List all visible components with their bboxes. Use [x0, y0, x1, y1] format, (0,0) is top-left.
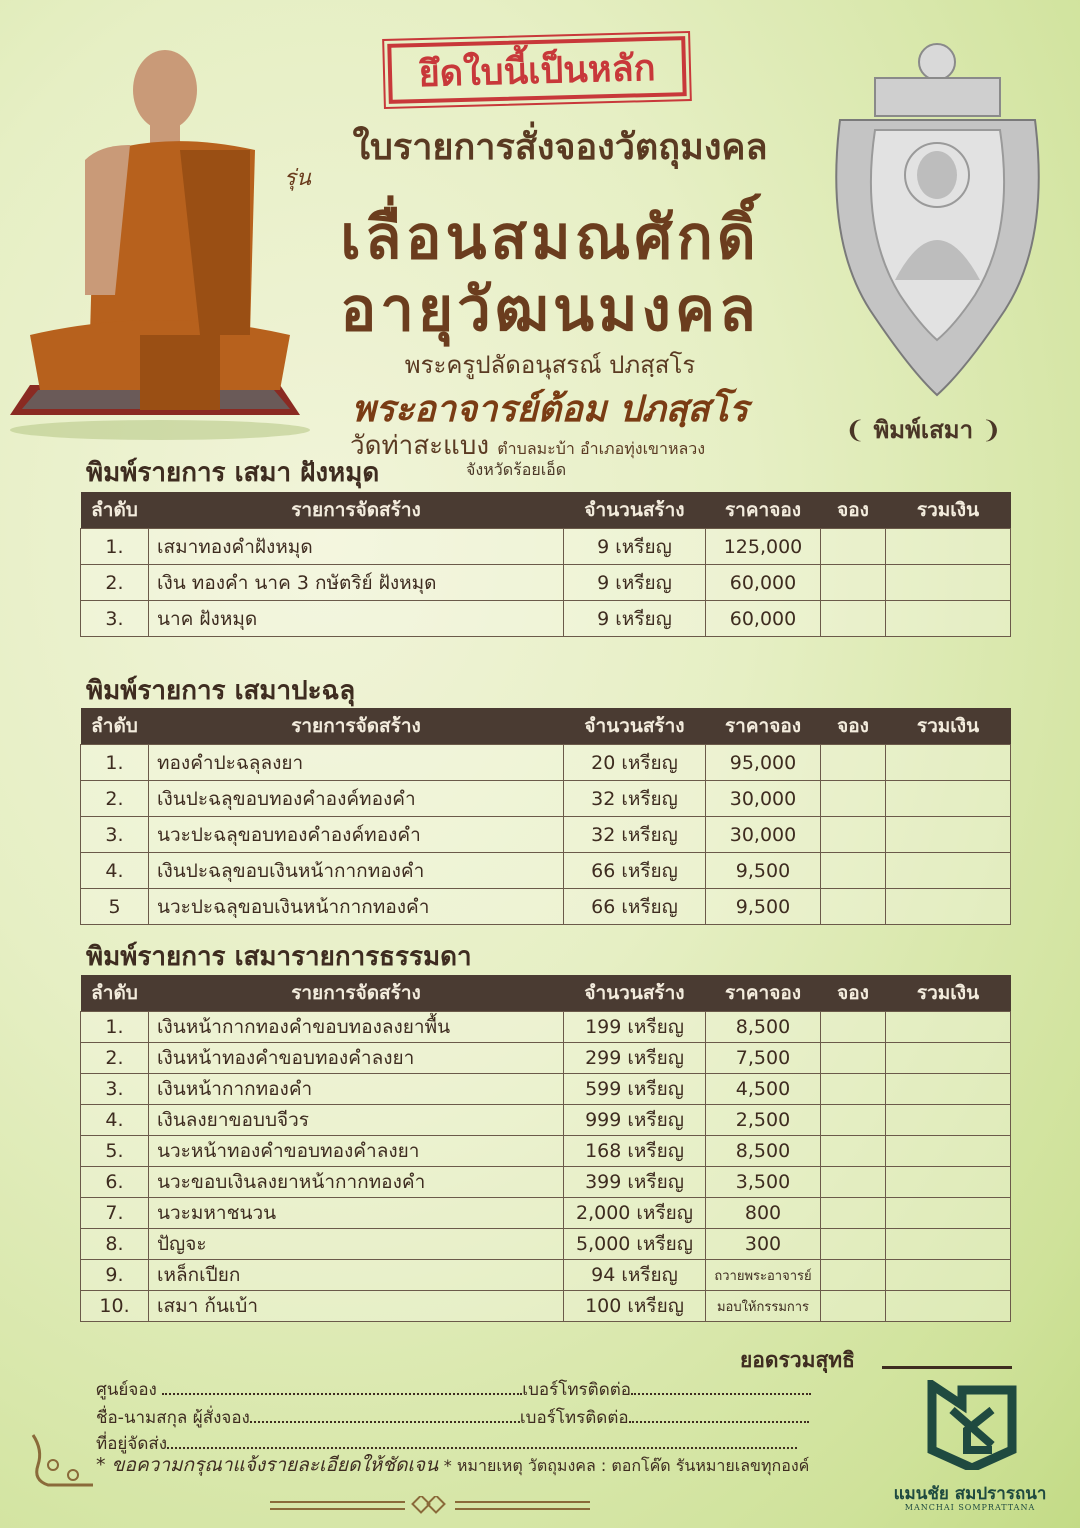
section-title: พิมพ์รายการ เสมารายการธรรมดา — [86, 942, 472, 972]
row-index: 5. — [81, 1136, 149, 1167]
row-price: 30,000 — [706, 817, 821, 853]
table-row — [81, 745, 1011, 781]
row-index: 9. — [81, 1260, 149, 1291]
ornament-right-icon: ❩ — [973, 416, 1002, 444]
table-row — [81, 1260, 1011, 1291]
table-row — [81, 1291, 1011, 1322]
net-total-field[interactable] — [882, 1366, 1012, 1369]
brand-logo-icon — [922, 1380, 1022, 1470]
row-total-input[interactable] — [886, 1198, 1011, 1229]
col-header-qty: จำนวนสร้าง — [564, 492, 706, 529]
orderer-phone-field[interactable] — [629, 1407, 809, 1423]
section-title: พิมพ์รายการ เสมาปะฉลุ — [86, 676, 356, 706]
row-index: 7. — [81, 1198, 149, 1229]
col-header-booked: จอง — [821, 975, 886, 1012]
table-header — [81, 708, 1011, 745]
row-item: นวะหน้าทองคำขอบทองคำลงยา — [149, 1136, 564, 1167]
row-booked-input[interactable] — [821, 1229, 886, 1260]
row-item: เงินหน้ากากทองคำ — [149, 1074, 564, 1105]
orderer-row: ชื่อ-นามสกุล ผู้สั่งจอง เบอร์โทรติดต่อ — [96, 1404, 809, 1431]
row-booked-input[interactable] — [821, 1167, 886, 1198]
table-row — [81, 817, 1011, 853]
row-booked-input[interactable] — [821, 1074, 886, 1105]
row-quantity: 9 เหรียญ — [564, 529, 706, 565]
row-booked-input[interactable] — [821, 1043, 886, 1074]
row-price: 300 — [706, 1229, 821, 1260]
row-index: 2. — [81, 781, 149, 817]
row-booked-input[interactable] — [821, 781, 886, 817]
row-booked-input[interactable] — [821, 853, 886, 889]
row-total-input[interactable] — [886, 565, 1011, 601]
row-quantity: 299 เหรียญ — [564, 1043, 706, 1074]
row-total-input[interactable] — [886, 1291, 1011, 1322]
monk-photo — [0, 35, 320, 445]
order-table-1 — [80, 492, 1011, 637]
page-subtitle: ใบรายการสั่งจองวัตถุมงคล — [352, 127, 768, 168]
col-header-total: รวมเงิน — [886, 708, 1011, 745]
page-title-line1: เลื่อนสมณศักดิ์ — [340, 203, 760, 273]
row-price: 9,500 — [706, 853, 821, 889]
row-item: เงินหน้ากากทองคำขอบทองลงยาพื้น — [149, 1012, 564, 1043]
row-price: 60,000 — [706, 601, 821, 637]
col-header-price: ราคาจอง — [706, 492, 821, 529]
row-booked-input[interactable] — [821, 1105, 886, 1136]
col-header-index: ลำดับ — [81, 975, 149, 1012]
table-row — [81, 1136, 1011, 1167]
temple-district: ตำบลมะบ้า อำเภอทุ่งเขาหลวง — [497, 439, 706, 458]
row-total-input[interactable] — [886, 853, 1011, 889]
col-header-price: ราคาจอง — [706, 708, 821, 745]
row-index: 6. — [81, 1167, 149, 1198]
booking-center-row: ศูนย์จอง เบอร์โทรติดต่อ — [96, 1376, 811, 1403]
row-index: 8. — [81, 1229, 149, 1260]
col-header-index: ลำดับ — [81, 708, 149, 745]
row-price: ถวายพระอาจารย์ — [706, 1260, 821, 1291]
row-booked-input[interactable] — [821, 745, 886, 781]
table-row — [81, 1012, 1011, 1043]
net-total-label: ยอดรวมสุทธิ — [740, 1348, 855, 1372]
col-header-item: รายการจัดสร้าง — [149, 975, 564, 1012]
row-booked-input[interactable] — [821, 565, 886, 601]
row-index: 2. — [81, 565, 149, 601]
row-item: นวะขอบเงินลงยาหน้ากากทองคำ — [149, 1167, 564, 1198]
row-price: 8,500 — [706, 1012, 821, 1043]
row-item: นวะปะฉลุขอบทองคำองค์ทองคำ — [149, 817, 564, 853]
row-price: 7,500 — [706, 1043, 821, 1074]
row-item: เงินปะฉลุขอบเงินหน้ากากทองคำ — [149, 853, 564, 889]
row-price: 30,000 — [706, 781, 821, 817]
row-quantity: 20 เหรียญ — [564, 745, 706, 781]
amulet-label: ❨ พิมพ์เสมา ❩ — [845, 416, 1002, 444]
row-booked-input[interactable] — [821, 1136, 886, 1167]
row-item: นาค ฝังหมุด — [149, 601, 564, 637]
address-field[interactable] — [167, 1433, 797, 1449]
divider-ornament — [270, 1496, 590, 1516]
notes — [96, 1450, 809, 1480]
row-quantity: 32 เหรียญ — [564, 817, 706, 853]
row-quantity: 168 เหรียญ — [564, 1136, 706, 1167]
orderer-name-field[interactable] — [250, 1407, 520, 1423]
row-total-input[interactable] — [886, 1229, 1011, 1260]
row-booked-input[interactable] — [821, 601, 886, 637]
table-row — [81, 529, 1011, 565]
row-total-input[interactable] — [886, 745, 1011, 781]
table-row — [81, 1043, 1011, 1074]
row-price: 9,500 — [706, 889, 821, 925]
row-quantity: 66 เหรียญ — [564, 853, 706, 889]
table-row — [81, 1105, 1011, 1136]
col-header-price: ราคาจอง — [706, 975, 821, 1012]
row-price: 4,500 — [706, 1074, 821, 1105]
row-booked-input[interactable] — [821, 1198, 886, 1229]
row-total-input[interactable] — [886, 529, 1011, 565]
table-row — [81, 889, 1011, 925]
row-index: 10. — [81, 1291, 149, 1322]
row-price: 3,500 — [706, 1167, 821, 1198]
row-total-input[interactable] — [886, 601, 1011, 637]
row-total-input[interactable] — [886, 1043, 1011, 1074]
row-index: 5 — [81, 889, 149, 925]
col-header-index: ลำดับ — [81, 492, 149, 529]
stamp-badge: ยึดใบนี้เป็นหลัก — [387, 36, 686, 104]
corner-ornament-icon — [28, 1430, 98, 1490]
row-quantity: 399 เหรียญ — [564, 1167, 706, 1198]
table-header — [81, 492, 1011, 529]
row-quantity: 100 เหรียญ — [564, 1291, 706, 1322]
row-item: ทองคำปะฉลุลงยา — [149, 745, 564, 781]
ornament-left-icon: ❨ — [845, 416, 874, 444]
table-row — [81, 1229, 1011, 1260]
row-item: เงินปะฉลุขอบทองคำองค์ทองคำ — [149, 781, 564, 817]
row-item: เหล็กเปียก — [149, 1260, 564, 1291]
row-index: 4. — [81, 1105, 149, 1136]
row-item: นวะมหาชนวน — [149, 1198, 564, 1229]
table-row — [81, 1198, 1011, 1229]
row-index: 3. — [81, 817, 149, 853]
col-header-booked: จอง — [821, 708, 886, 745]
row-index: 2. — [81, 1043, 149, 1074]
row-price: 2,500 — [706, 1105, 821, 1136]
table-row — [81, 853, 1011, 889]
row-index: 1. — [81, 1012, 149, 1043]
table-row — [81, 1074, 1011, 1105]
row-index: 4. — [81, 853, 149, 889]
table-row — [81, 601, 1011, 637]
row-total-input[interactable] — [886, 781, 1011, 817]
row-item: เสมาทองคำฝังหมุด — [149, 529, 564, 565]
row-total-input[interactable] — [886, 889, 1011, 925]
row-total-input[interactable] — [886, 817, 1011, 853]
row-quantity: 5,000 เหรียญ — [564, 1229, 706, 1260]
temple-province: จังหวัดร้อยเอ็ด — [466, 460, 567, 479]
row-quantity: 599 เหรียญ — [564, 1074, 706, 1105]
row-item: นวะปะฉลุขอบเงินหน้ากากทองคำ — [149, 889, 564, 925]
monk-name: พระอาจารย์ต้อม ปภสฺสโร — [351, 389, 749, 430]
row-quantity: 32 เหรียญ — [564, 781, 706, 817]
row-quantity: 9 เหรียญ — [564, 565, 706, 601]
table-row — [81, 565, 1011, 601]
row-quantity: 2,000 เหรียญ — [564, 1198, 706, 1229]
row-total-input[interactable] — [886, 1167, 1011, 1198]
col-header-qty: จำนวนสร้าง — [564, 975, 706, 1012]
row-quantity: 94 เหรียญ — [564, 1260, 706, 1291]
row-total-input[interactable] — [886, 1260, 1011, 1291]
row-index: 3. — [81, 601, 149, 637]
row-item: เสมา ก้นเบ้า — [149, 1291, 564, 1322]
row-item: เงินลงยาขอบบจีวร — [149, 1105, 564, 1136]
order-table-3 — [80, 975, 1011, 1322]
temple-name: วัดท่าสะแบง — [350, 431, 490, 461]
brand-name-english: MANCHAI SOMPRATTANA — [904, 1503, 1036, 1512]
row-item: เงินหน้าทองคำขอบทองคำลงยา — [149, 1043, 564, 1074]
col-header-booked: จอง — [821, 492, 886, 529]
row-price: 60,000 — [706, 565, 821, 601]
row-price: 800 — [706, 1198, 821, 1229]
row-price: 125,000 — [706, 529, 821, 565]
row-total-input[interactable] — [886, 1136, 1011, 1167]
row-index: 1. — [81, 745, 149, 781]
row-booked-input[interactable] — [821, 1291, 886, 1322]
section-title: พิมพ์รายการ เสมา ฝังหมุด — [86, 458, 380, 488]
row-total-input[interactable] — [886, 1105, 1011, 1136]
row-index: 1. — [81, 529, 149, 565]
table-header — [81, 975, 1011, 1012]
row-quantity: 66 เหรียญ — [564, 889, 706, 925]
row-quantity: 999 เหรียญ — [564, 1105, 706, 1136]
booking-center-field[interactable] — [162, 1379, 522, 1395]
row-booked-input[interactable] — [821, 889, 886, 925]
note-detail: * ขอความกรุณาแจ้งรายละเอียดให้ชัดเจน — [96, 1454, 439, 1476]
row-booked-input[interactable] — [821, 1260, 886, 1291]
row-booked-input[interactable] — [821, 1012, 886, 1043]
page-title-line2: อายุวัฒนมงคล — [340, 275, 760, 345]
row-price: 95,000 — [706, 745, 821, 781]
col-header-item: รายการจัดสร้าง — [149, 708, 564, 745]
row-booked-input[interactable] — [821, 529, 886, 565]
table-row — [81, 1167, 1011, 1198]
row-quantity: 9 เหรียญ — [564, 601, 706, 637]
row-item: เงิน ทองคำ นาค 3 กษัตริย์ ฝังหมุด — [149, 565, 564, 601]
note-remark: * หมายเหตุ วัตถุมงคล : ตอกโค๊ด รันหมายเลขทุกองค์ — [443, 1456, 810, 1475]
col-header-total: รวมเงิน — [886, 975, 1011, 1012]
row-item: ปัญจะ — [149, 1229, 564, 1260]
row-booked-input[interactable] — [821, 817, 886, 853]
monk-title: พระครูปลัดอนุสรณ์ ปภสฺสโร — [404, 351, 696, 379]
col-header-item: รายการจัดสร้าง — [149, 492, 564, 529]
series-tag: รุ่น — [284, 166, 311, 191]
row-total-input[interactable] — [886, 1074, 1011, 1105]
row-price: 8,500 — [706, 1136, 821, 1167]
row-total-input[interactable] — [886, 1012, 1011, 1043]
row-price: มอบให้กรรมการ — [706, 1291, 821, 1322]
brand-name-thai: แมนชัย สมปรารถนา — [893, 1484, 1047, 1504]
col-header-qty: จำนวนสร้าง — [564, 708, 706, 745]
row-quantity: 199 เหรียญ — [564, 1012, 706, 1043]
booking-center-phone-field[interactable] — [631, 1379, 811, 1395]
amulet-image — [820, 40, 1055, 400]
col-header-total: รวมเงิน — [886, 492, 1011, 529]
order-table-2 — [80, 708, 1011, 925]
address-row: ที่อยู่จัดส่ง — [96, 1430, 797, 1457]
table-row — [81, 781, 1011, 817]
row-index: 3. — [81, 1074, 149, 1105]
